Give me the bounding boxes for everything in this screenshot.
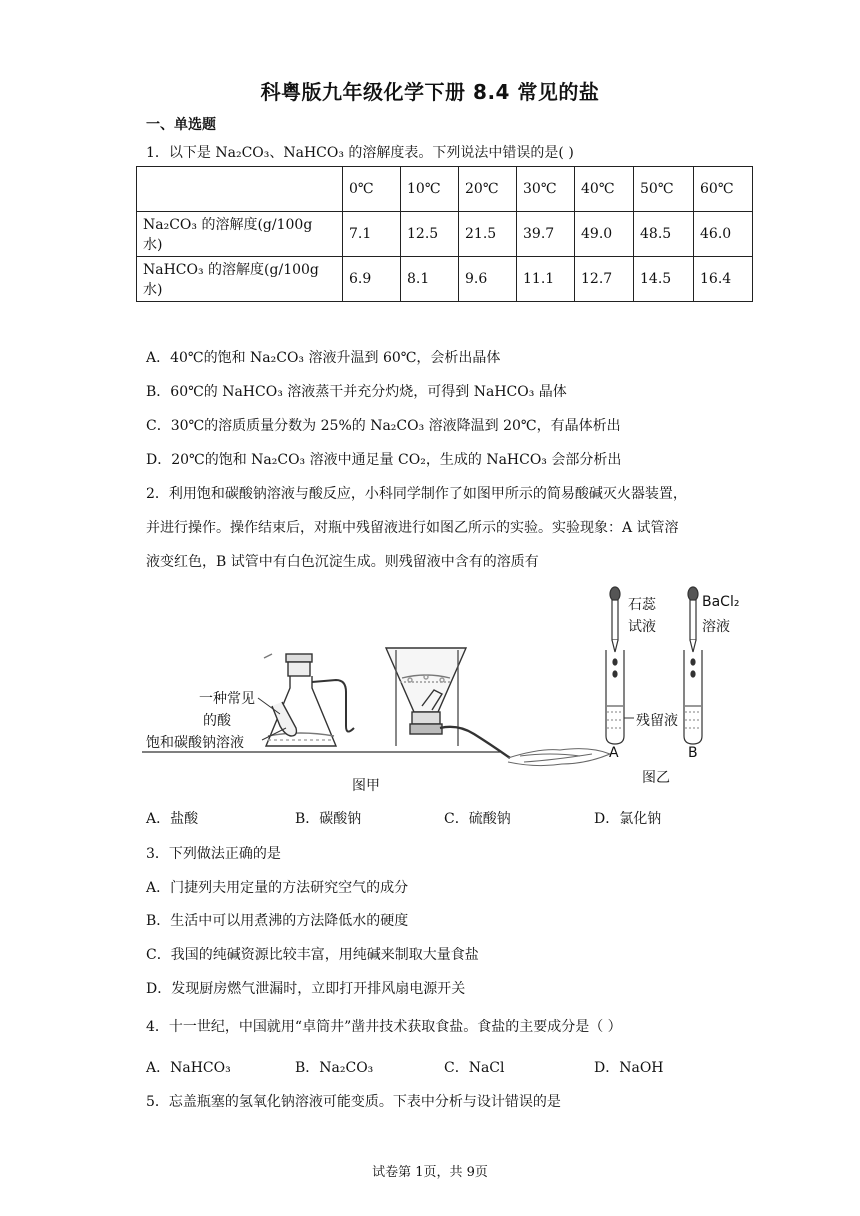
table-cell: 30℃ — [517, 167, 575, 212]
table-cell: 0℃ — [343, 167, 401, 212]
question-3-option-c: C．我国的纯碱资源比较丰富，用纯碱来制取大量食盐 — [146, 947, 479, 963]
page-title: 科粤版九年级化学下册 8.4 常见的盐 — [260, 80, 600, 104]
label-tube-b: B — [688, 745, 698, 761]
question-3-option-a: A．门捷列夫用定量的方法研究空气的成分 — [146, 880, 409, 896]
question-2-line-2: 并进行操作。操作结束后，对瓶中残留液进行如图乙所示的实验。实验现象：A 试管溶 — [146, 520, 679, 536]
table-cell: 14.5 — [634, 257, 694, 302]
table-header-row — [137, 167, 753, 212]
inverted-extinguisher — [386, 648, 510, 758]
label-bacl2-line-2: 溶液 — [702, 619, 730, 635]
table-cell: 40℃ — [575, 167, 634, 212]
table-row — [137, 257, 753, 302]
question-1-option-a: A．40℃的饱和 Na₂CO₃ 溶液升温到 60℃，会析出晶体 — [146, 350, 501, 366]
question-2-option-d: D．氯化钠 — [594, 811, 662, 827]
question-2-line-3: 液变红色，B 试管中有白色沉淀生成。则残留液中含有的溶质有 — [146, 554, 539, 570]
question-1-stem: 1．以下是 Na₂CO₃、NaHCO₃ 的溶解度表。下列说法中错误的是( ) — [146, 145, 574, 161]
page-footer: 试卷第 1页，共 9页 — [372, 1165, 488, 1180]
table-cell: 10℃ — [401, 167, 459, 212]
table-cell: 46.0 — [694, 212, 753, 257]
label-acid-line-1: 一种常见 — [199, 691, 255, 707]
label-acid-line-2: 的酸 — [203, 713, 231, 729]
table-cell: 21.5 — [459, 212, 517, 257]
question-5-stem: 5．忘盖瓶塞的氢氧化钠溶液可能变质。下表中分析与设计错误的是 — [146, 1094, 561, 1110]
question-1-option-d: D．20℃的饱和 Na₂CO₃ 溶液中通足量 CO₂，生成的 NaHCO₃ 会部分析出 — [146, 452, 622, 468]
solubility-table — [136, 166, 753, 302]
label-tube-a: A — [609, 745, 619, 761]
figure-caption-jia: 图甲 — [352, 778, 380, 794]
figure-caption-yi: 图乙 — [642, 770, 670, 786]
table-cell — [137, 167, 343, 212]
table-cell: 9.6 — [459, 257, 517, 302]
question-4-option-d: D．NaOH — [594, 1060, 664, 1076]
spray-jet — [508, 749, 610, 766]
question-1-option-b: B．60℃的 NaHCO₃ 溶液蒸干并充分灼烧，可得到 NaHCO₃ 晶体 — [146, 384, 567, 400]
dropper-b — [688, 587, 698, 652]
question-4-option-a: A．NaHCO₃ — [146, 1060, 231, 1076]
question-1-option-c: C．30℃的溶质质量分数为 25%的 Na₂CO₃ 溶液降温到 20℃，有晶体析出 — [146, 418, 621, 434]
question-2-option-c: C．硫酸钠 — [444, 811, 511, 827]
table-cell: 11.1 — [517, 257, 575, 302]
dropper-a — [610, 587, 620, 652]
label-litmus-line-1: 石蕊 — [628, 597, 656, 613]
question-3-option-d: D．发现厨房燃气泄漏时，立即打开排风扇电源开关 — [146, 981, 466, 997]
table-cell: 6.9 — [343, 257, 401, 302]
test-tube-b — [684, 650, 702, 744]
question-2-line-1: 2．利用饱和碳酸钠溶液与酸反应，小科同学制作了如图甲所示的简易酸碱灭火器装置， — [146, 486, 687, 502]
label-residue: 残留液 — [636, 713, 678, 729]
table-cell: 48.5 — [634, 212, 694, 257]
table-cell: 20℃ — [459, 167, 517, 212]
question-4-option-b: B．Na₂CO₃ — [295, 1060, 374, 1076]
table-cell: 16.4 — [694, 257, 753, 302]
label-litmus-line-2: 试液 — [628, 619, 656, 635]
table-cell: 60℃ — [694, 167, 753, 212]
table-cell: NaHCO₃ 的溶解度(g/100g 水) — [137, 257, 343, 302]
section-heading: 一、单选题 — [146, 117, 216, 133]
question-4-option-c: C．NaCl — [444, 1060, 505, 1076]
table-cell: 12.5 — [401, 212, 459, 257]
table-cell: 12.7 — [575, 257, 634, 302]
question-2-option-b: B．碳酸钠 — [295, 811, 362, 827]
label-sodium-carbonate-solution: 饱和碳酸钠溶液 — [146, 735, 244, 751]
table-cell: 50℃ — [634, 167, 694, 212]
question-4-stem: 4．十一世纪，中国就用“卓筒井”凿井技术获取食盐。食盐的主要成分是（ ） — [146, 1019, 622, 1035]
table-cell: Na₂CO₃ 的溶解度(g/100g 水) — [137, 212, 343, 257]
table-cell: 7.1 — [343, 212, 401, 257]
table-cell: 8.1 — [401, 257, 459, 302]
question-2-option-a: A．盐酸 — [146, 811, 199, 827]
table-cell: 49.0 — [575, 212, 634, 257]
question-3-option-b: B．生活中可以用煮沸的方法降低水的硬度 — [146, 913, 409, 929]
table-row — [137, 212, 753, 257]
test-tube-a — [606, 650, 624, 744]
table-cell: 39.7 — [517, 212, 575, 257]
question-3-stem: 3．下列做法正确的是 — [146, 846, 281, 862]
label-bacl2-line-1: BaCl₂ — [702, 594, 740, 610]
